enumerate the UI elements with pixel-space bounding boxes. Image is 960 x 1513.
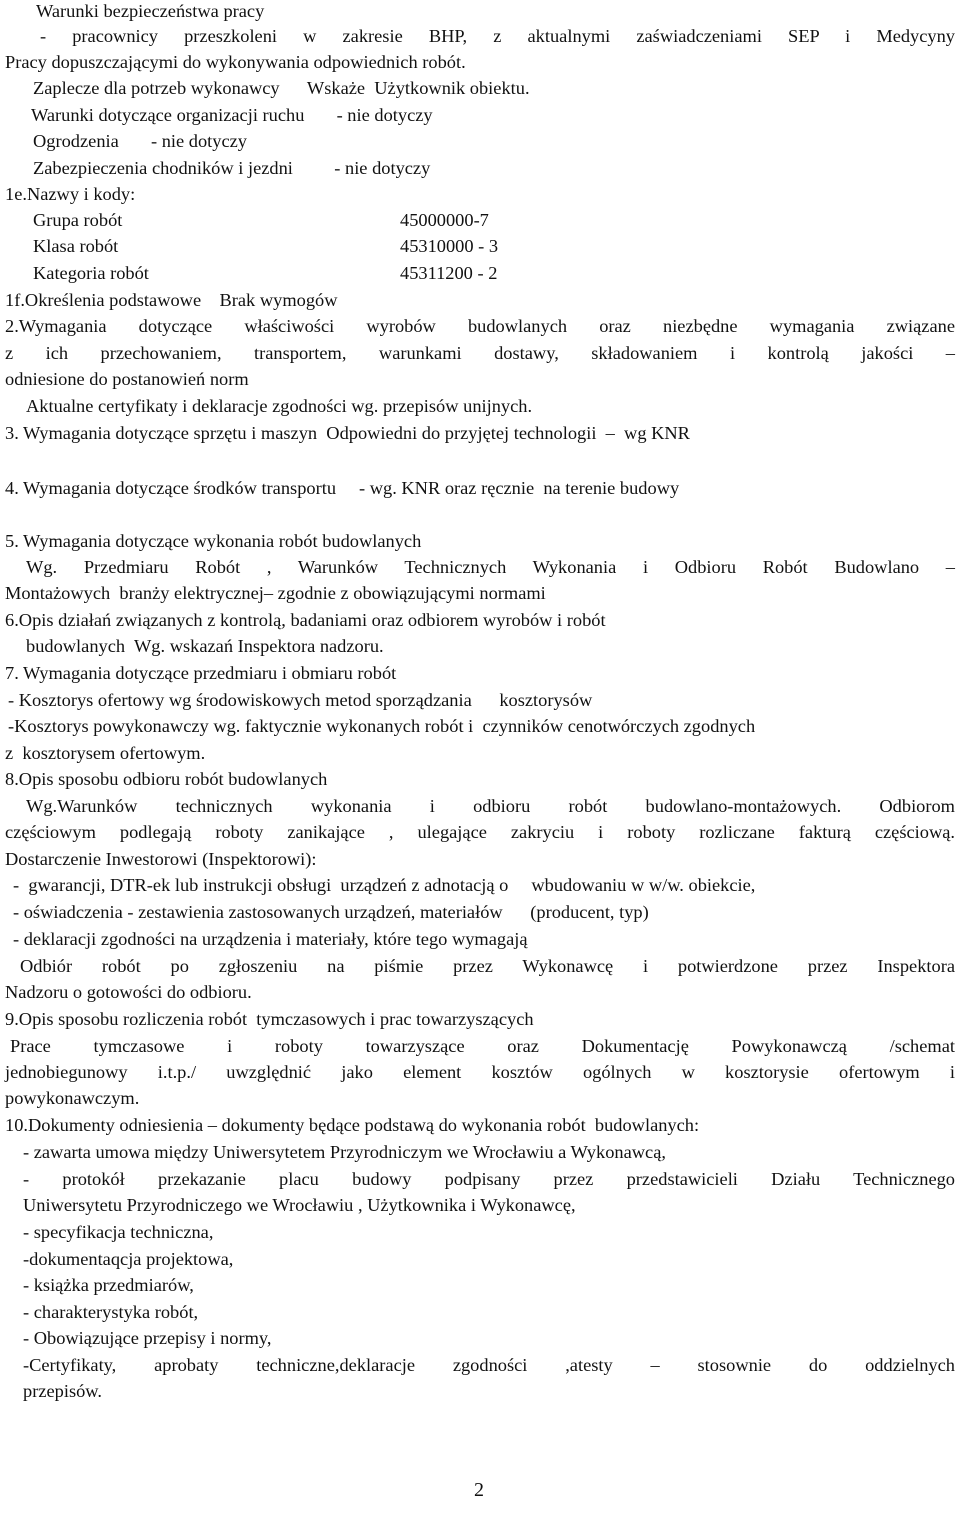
- text-line: budowlanych Wg. wskazań Inspektora nadzoru.: [26, 636, 384, 656]
- list-item: - charakterystyka robót,: [23, 1302, 199, 1322]
- section-heading: 7. Wymagania dotyczące przedmiaru i obmiaru robót: [5, 663, 397, 683]
- text-line: -Kosztorys powykonawczy wg. faktycznie wykonanych robót i czynników cenotwórczych zgodnych: [8, 716, 756, 736]
- text-line: Warunki dotyczące organizacji ruchu - nie dotyczy: [31, 105, 433, 125]
- code-label: Klasa robót: [33, 236, 119, 256]
- text-line: odniesione do postanowień norm: [5, 369, 249, 389]
- text-line: - deklaracji zgodności na urządzenia i materiały, które tego wymagają: [13, 929, 528, 949]
- code-value: 45310000 - 3: [400, 236, 499, 256]
- list-item: -dokumentaqcja projektowa,: [23, 1249, 234, 1269]
- text-line: - pracownicy przeszkoleni w zakresie BHP, z aktualnymi zaświadczeniami SEP i Medycyny: [40, 26, 955, 46]
- list-item: - protokół przekazanie placu budowy podpisany przez przedstawicieli Działu Technicznego: [23, 1169, 955, 1189]
- section-heading: 6.Opis działań związanych z kontrolą, badaniami oraz odbiorem wyrobów i robót: [5, 610, 606, 630]
- section-heading: 5. Wymagania dotyczące wykonania robót budowlanych: [5, 531, 422, 551]
- text-line: Dostarczenie Inwestorowi (Inspektorowi):: [5, 849, 317, 869]
- text-line: Wg.Warunków technicznych wykonania i odbioru robót budowlano-montażowych. Odbiorom: [26, 796, 955, 816]
- text-line: Pracy dopuszczającymi do wykonywania odpowiednich robót.: [5, 52, 466, 72]
- list-item: - specyfikacja techniczna,: [23, 1222, 214, 1242]
- text-line: częściowym podlegają roboty zanikające , ulegające zakryciu i roboty rozliczane fakturą częściową.: [5, 822, 955, 842]
- text-line: - Kosztorys ofertowy wg środowiskowych metod sporządzania kosztorysów: [8, 690, 593, 710]
- text-line: Ogrodzenia - nie dotyczy: [33, 131, 247, 151]
- section-heading: 8.Opis sposobu odbioru robót budowlanych: [5, 769, 328, 789]
- section-heading: Warunki bezpieczeństwa pracy: [36, 1, 265, 21]
- code-value: 45311200 - 2: [400, 263, 498, 283]
- text-line: 2.Wymagania dotyczące właściwości wyrobów budowlanych oraz niezbędne wymagania związane: [5, 316, 955, 336]
- section-heading: 1e.Nazwy i kody:: [5, 184, 136, 204]
- text-line: z kosztorysem ofertowym.: [5, 743, 206, 763]
- section-heading: 1f.Określenia podstawowe Brak wymogów: [5, 290, 338, 310]
- list-item: - Obowiązujące przepisy i normy,: [23, 1328, 272, 1348]
- code-label: Kategoria robót: [33, 263, 149, 283]
- list-item: -Certyfikaty, aprobaty techniczne,deklaracje zgodności ,atesty – stosownie do oddzielnych: [23, 1355, 955, 1375]
- text-line: - gwarancji, DTR-ek lub instrukcji obsługi urządzeń z adnotacją o wbudowaniu w w/w. obiekcie,: [13, 875, 756, 895]
- section-heading: 3. Wymagania dotyczące sprzętu i maszyn Odpowiedni do przyjętej technologii – wg KNR: [5, 423, 690, 443]
- list-item: - zawarta umowa między Uniwersytetem Przyrodniczym we Wrocławiu a Wykonawcą,: [23, 1142, 666, 1162]
- list-item: - książka przedmiarów,: [23, 1275, 194, 1295]
- code-value: 45000000-7: [400, 210, 489, 230]
- text-line: z ich przechowaniem, transportem, warunkami dostawy, składowaniem i kontrolą jakości –: [5, 343, 955, 363]
- text-line: - oświadczenia - zestawienia zastosowanych urządzeń, materiałów (producent, typ): [13, 902, 649, 922]
- text-line: Uniwersytetu Przyrodniczego we Wrocławiu , Użytkownika i Wykonawcę,: [23, 1195, 576, 1215]
- text-line: Aktualne certyfikaty i deklaracje zgodności wg. przepisów unijnych.: [26, 396, 533, 416]
- text-line: Montażowych branży elektrycznej– zgodnie z obowiązującymi normami: [5, 583, 546, 603]
- text-line: Odbiór robót po zgłoszeniu na piśmie przez Wykonawcę i potwierdzone przez Inspektora: [20, 956, 955, 976]
- section-heading: 4. Wymagania dotyczące środków transportu - wg. KNR oraz ręcznie na terenie budowy: [5, 478, 680, 498]
- section-heading: 10.Dokumenty odniesienia – dokumenty będące podstawą do wykonania robót budowlanych:: [5, 1115, 700, 1135]
- text-line: Wg. Przedmiaru Robót , Warunków Technicznych Wykonania i Odbioru Robót Budowlano –: [26, 557, 955, 577]
- code-label: Grupa robót: [33, 210, 123, 230]
- text-line: przepisów.: [23, 1381, 102, 1401]
- text-line: jednobiegunowy i.t.p./ uwzględnić jako element kosztów ogólnych w kosztorysie ofertowym i: [5, 1062, 955, 1082]
- text-line: powykonawczym.: [5, 1088, 140, 1108]
- section-heading: 9.Opis sposobu rozliczenia robót tymczasowych i prac towarzyszących: [5, 1009, 534, 1029]
- text-line: Prace tymczasowe i roboty towarzyszące oraz Dokumentację Powykonawczą /schemat: [10, 1036, 955, 1056]
- text-line: Zabezpieczenia chodników i jezdni - nie dotyczy: [33, 158, 431, 178]
- page-number: 2: [474, 1479, 484, 1501]
- text-line: Nadzoru o gotowości do odbioru.: [5, 982, 252, 1002]
- text-line: Zaplecze dla potrzeb wykonawcy Wskaże Użytkownik obiektu.: [33, 78, 530, 98]
